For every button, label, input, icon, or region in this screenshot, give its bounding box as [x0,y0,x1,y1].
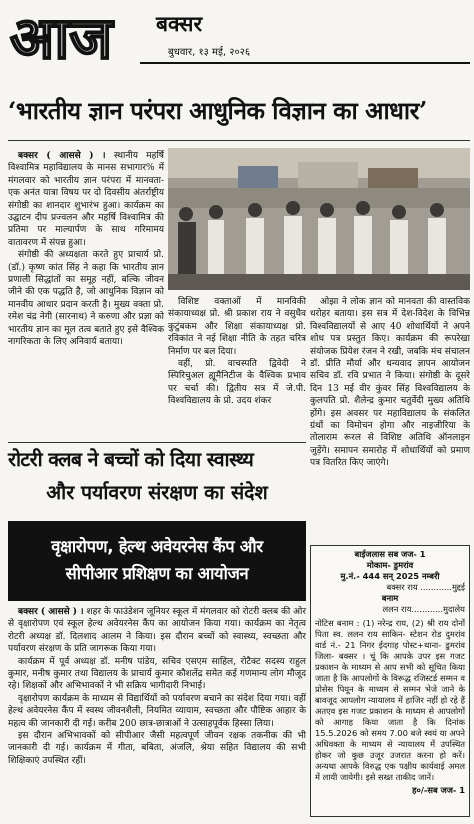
story1-paragraph: वहीं, प्रो. वाचस्पति द्विवेदी ने स्पिरिचुअल ह्यूमैनिटीज के वैश्विक प्रभाव पर चर्चा की। द्वितीय सत्र में जे.पी. विश्वविद्यालय के प्रो. उदय शंकर [168,359,306,407]
story2-headline-line-1: रोटरी क्लब ने बच्चों को दिया स्वास्थ्य [8,448,254,471]
story1-column-2 [168,296,306,408]
banner-line-2: सीपीआर प्रशिक्षण का आयोजन [65,564,249,583]
story1-paragraph: संगोष्ठी की अध्यक्षता करते हुए प्राचार्य प्रो. (डॉ.) कृष्ण कांत सिंह ने कहा कि भारतीय ज्ञान प्रणाली सिद्धांतों का समूह नहीं, बल्कि जीवन जीने की एक पद्धति है, जो आधुनिक विज्ञान को मानवीय आधार प्रदान करती है। मुख्य वक्ता प्रो. रमेश चंद्र नेगी (सारनाथ) ने करुणा और प्रज्ञा को भारतीय ज्ञान का मूल तत्व बताते हुए इसे वैश्विक नागरिकता के लिए अनिवार्य बताया। [8,250,164,348]
story2-text: शहर के फाउंडेशन जूनियर स्कूल में मंगलवार को रोटरी क्लब की ओर से वृक्षारोपण एवं स्कूल हेल्थ अवेयरनेस कैंप का आयोजन किया गया। कार्यक्रम का नेतृत्व रोटरी अध्यक्ष डॉ. दिलशाद आलम ने किया। इस दौरान बच्चों को स्वास्थ्य, स्वच्छता और पर्यावरण संरक्षण के प्रति जागरूक किया गया। [8,607,307,655]
notice-place: मोकाम- डुमरांव [366,560,414,570]
notice-versus: बनाम [381,593,399,603]
notice-defendant: ललन राय............मुदालेय [382,604,465,614]
story1-paragraph [8,150,164,249]
story1-paragraph: ओझा ने लोक ज्ञान को मानवता की वास्तविक धरोहर बताया। इस सत्र में देश-विदेश के विभिन्न विश्वविद्यालयों से आए 40 शोधार्थियों ने अपने शोध पत्र प्रस्तुत किए। कार्यक्रम की रूपरेखा संयोजक प्रियेश रंजन ने रखी, जबकि मंच संचालन डॉ. प्रीति मौर्या और धन्यवाद ज्ञापन आयोजन सचिव डॉ. रवि प्रभात ने किया। संगोष्ठी के दूसरे दिन 13 मई वीर कुंवर सिंह विश्वविद्यालय के कुलपति प्रो. शैलेन्द्र कुमार चतुर्वेदी मुख्य अतिथि होंगे। इस अवसर पर महाविद्यालय के संकलित ग्रंथों का विमोचन होगा और नाइजीरिया के तोलाराम रूरल से विशिष्ट अतिथि ऑनलाइन जुड़ेंगे। समापन समारोह में शोधार्थियों को प्रमाण पत्र वितरित किए जाएंगे। [310,297,470,469]
story2-paragraph: कार्यक्रम में पूर्व अध्यक्ष डॉ. मनीष पांडेय, सचिव एसएम साहिल, रोटैक्ट सदस्य राहुल कुमार, मनीष कुमार तथा विद्यालय के प्राचार्य कुमार कौशलेंद्र समेत कई गणमान्य लोग मौजूद रहे। शिक्षकों और अभिभावकों ने भी सक्रिय भागीदारी निभाई। [8,656,306,692]
seminar-photo-icon [168,148,470,290]
logo-icon [8,4,138,66]
story2-paragraph: इस दौरान अभिभावकों को सीपीआर जैसी महत्वपूर्ण जीवन रक्षक तकनीक की भी जानकारी दी गई। कार्यक्रम में गीता, बबिता, अंजलि, श्रेया सहित विद्यालय की सभी शिक्षिकाएं उपस्थित रहीं। [8,731,306,766]
masthead-logo [8,4,138,66]
logo-text: आज [10,4,113,66]
notice-body: नोटिस बनाम : (1) नरेन्द्र राय, (2) श्री राय दोनों पिता स्व. ललन राय साकिन- स्टेशन रोड दुमरांव वार्ड नं.- 21 निगर ईदगाह पोस्ट+थाना- डुमरांव जिला- बक्सर । चूं कि आपके उपर इस गजट प्रकाशन के माध्यम से आप सभी को सूचित किया जाता है कि आपलोगों के विरूद्ध रजिस्टर्ड सम्मन व प्रोसेस पियून के माध्यम से सम्मन भेजे जाने के बावजूद आपलोग न्यायालय में हाजिर नहीं हो रहे हैं अतएव इस गजट प्रकाशन के माध्यम से आपलोगों को आगाह किया जाता है कि दिनांक 15.5.2026 को समय 7.00 बजे स्वयं या अपने अधिवक्ता के माध्यम से न्यायालय में उपस्थित होकर जो कुछ उजूर उजरात करना हो करें। अन्यथा आपके विरुद्ध एक पक्षीय कार्यवाई अमल में लायी जायेगी। इसे सख्त ताकीद जानें। [315,618,465,782]
story1-text: स्थानीय महर्षि विश्वामित्र महाविद्यालय के मानस सभागार% में मंगलवार को भारतीय ज्ञान परंपरा में मानवता- एक अनंत यात्रा विषय पर दो दिवसीय अंतर्राष्ट्रीय संगोष्ठी का शानदार शुभारंभ हुआ। कार्यक्रम का उद्घाटन दीप प्रज्वलन और महर्षि विश्वामित्र की प्रतिमा पर माल्यार्पण के साथ गरिमामय वातावरण में संपन्न हुआ। [8,151,164,248]
story2-body [8,606,306,767]
legal-notice-box [310,545,470,817]
story2-paragraph [8,606,306,656]
story2-byline: बक्सर ( आससे ) । [18,607,84,617]
story1-column-3 [310,296,470,542]
banner-line-1: वृक्षारोपण, हेल्थ अवेयरनेस कैंप और [51,537,263,556]
section-rule [8,442,306,443]
story1-column-1 [8,150,164,349]
notice-plaintiff: बक्सर राय ............मुद्दई [386,582,465,592]
story1-paragraph: विशिष्ट वक्ताओं में मानविकी संकायाध्यक्ष प्रो. श्री प्रकाश राय ने वसुधैव कुटुंबकम और शिक्षा संकायाध्यक्ष प्रो. रविकांत ने नई शिक्षा नीति के तहत चरित्र निर्माण पर बल दिया। [168,297,306,357]
notice-signature: ह०/-सब जज- 1 [412,785,465,795]
masthead-rule [140,62,470,64]
story1-byline: बक्सर ( आससे ) । [18,151,106,161]
notice-case-number: मु.नं.- 444 सन् 2025 नम्बरी [340,571,440,581]
masthead-city: बक्सर [156,11,203,36]
story2-subheadline-banner [8,521,306,601]
notice-court: बाईजलास सब जज- 1 [354,549,426,559]
story2-paragraph: वृक्षारोपण कार्यक्रम के माध्यम से विद्यार्थियों को पर्यावरण बचाने का संदेश दिया गया। वहीं हेल्थ अवेयरनेस कैंप में स्वस्थ जीवनशैली, नियमित व्यायाम, स्वच्छता और पौष्टिक आहार के महत्व की जानकारी दी गई। करीब 200 छात्र-छात्राओं ने उत्साहपूर्वक हिस्सा लिया। [8,693,306,729]
story2-headline-line-2: और पर्यावरण संरक्षण का संदेश [46,481,268,504]
headline-rule [8,140,470,141]
story1-headline: ‘भारतीय ज्ञान परंपरा आधुनिक विज्ञान का आधार’ [8,96,427,125]
news-photo [168,148,470,290]
masthead-date: बुधवार, १३ मई, २०२६ [168,47,251,58]
